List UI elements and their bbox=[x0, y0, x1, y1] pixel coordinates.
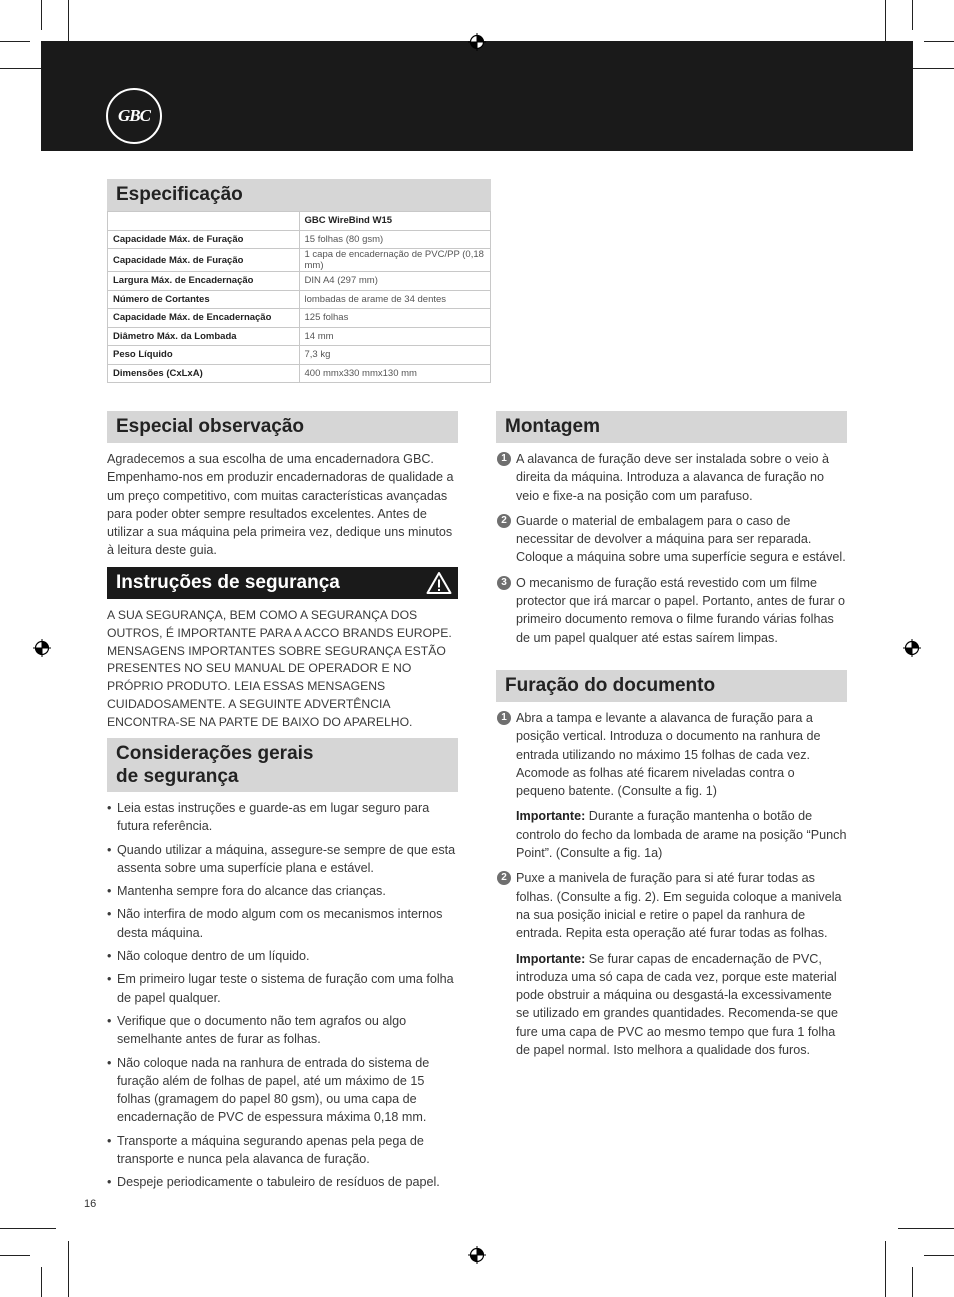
gbc-logo: GBC bbox=[106, 88, 162, 144]
table-cell-value: lombadas de arame de 34 dentes bbox=[299, 290, 491, 309]
table-row bbox=[108, 290, 491, 309]
list-item: • Quando utilizar a máquina, assegure-se sempre de que esta assenta sobre uma superfície plana e estável. bbox=[107, 841, 457, 878]
consideracoes-heading bbox=[107, 738, 458, 792]
registration-mark-icon bbox=[903, 639, 921, 657]
consideracoes-list bbox=[107, 799, 457, 1192]
importante-note bbox=[497, 807, 847, 862]
crop-mark bbox=[68, 1241, 69, 1297]
list-item: • Não coloque nada na ranhura de entrada do sistema de furação além de folhas de papel, até um máximo de 15 folhas (gramagem do papel 80 gsm), ou uma capa de encadernação de PVC de espessura máxima 0,18 mm. bbox=[107, 1054, 457, 1127]
table-cell-label: Dimensões (CxLxA) bbox=[108, 364, 300, 383]
montagem-step bbox=[497, 512, 847, 567]
montagem-step bbox=[497, 574, 847, 647]
crop-mark bbox=[41, 0, 42, 30]
step-number-badge: 1 bbox=[497, 711, 511, 725]
list-item: • Transporte a máquina segurando apenas pela pega de transporte e nunca pela alavanca de furação. bbox=[107, 1132, 457, 1169]
list-item: • Mantenha sempre fora do alcance das crianças. bbox=[107, 882, 457, 900]
crop-mark bbox=[0, 41, 30, 42]
table-row bbox=[108, 309, 491, 328]
table-cell-value: 400 mmx330 mmx130 mm bbox=[299, 364, 491, 383]
furacao-heading: Furação do documento bbox=[496, 670, 847, 702]
list-item: • Despeje periodicamente o tabuleiro de resíduos de papel. bbox=[107, 1173, 457, 1191]
table-cell-label: Capacidade Máx. de Furação bbox=[108, 230, 300, 249]
list-item: • Em primeiro lugar teste o sistema de furação com uma folha de papel qualquer. bbox=[107, 970, 457, 1007]
table-row bbox=[108, 249, 491, 272]
spec-table bbox=[107, 211, 491, 383]
seguranca-title: Instruções de segurança bbox=[116, 572, 340, 593]
table-row bbox=[108, 346, 491, 365]
table-cell-value: 1 capa de encadernação de PVC/PP (0,18 mm) bbox=[299, 249, 491, 272]
importante-text: Durante a furação mantenha o botão de controlo do fecho da lombada de arame na posição “Punch Point”. (Consulte a fig. 1a) bbox=[516, 809, 847, 861]
crop-mark bbox=[924, 41, 954, 42]
crop-mark bbox=[0, 1228, 56, 1229]
montagem-step bbox=[497, 450, 847, 505]
furacao-step bbox=[497, 869, 847, 942]
table-row bbox=[108, 230, 491, 249]
table-cell-value: DIN A4 (297 mm) bbox=[299, 272, 491, 291]
crop-mark bbox=[885, 1241, 886, 1297]
montagem-heading: Montagem bbox=[496, 411, 847, 443]
list-item: • Não interfira de modo algum com os mecanismos internos desta máquina. bbox=[107, 905, 457, 942]
crop-mark bbox=[898, 1228, 954, 1229]
table-cell-value: 125 folhas bbox=[299, 309, 491, 328]
step-number-badge: 2 bbox=[497, 871, 511, 885]
crop-mark bbox=[0, 1255, 30, 1256]
step-text: A alavanca de furação deve ser instalada sobre o veio à direita da máquina. Introduza a alavanca de furação no veio e fixe-a na posição com um parafuso. bbox=[516, 452, 829, 503]
list-item: • Leia estas instruções e guarde-as em lugar seguro para futura referência. bbox=[107, 799, 457, 836]
table-cell-label: Diâmetro Máx. da Lombada bbox=[108, 327, 300, 346]
consideracoes-list-wrap bbox=[107, 799, 457, 1197]
crop-mark bbox=[41, 1267, 42, 1297]
page-number: 16 bbox=[84, 1198, 97, 1210]
registration-mark-icon bbox=[468, 33, 486, 51]
step-number-badge: 1 bbox=[497, 452, 511, 466]
montagem-steps bbox=[497, 450, 847, 654]
list-item: • Verifique que o documento não tem agrafos ou algo semelhante antes de furar as folhas. bbox=[107, 1012, 457, 1049]
step-text: O mecanismo de furação está revestido com um filme protector que irá marcar o papel. Portanto, antes de furar o primeiro documento remova o filme furando várias folhas de um papel qualquer até estas saírem limpas. bbox=[516, 575, 846, 645]
header-band bbox=[41, 41, 913, 151]
step-number-badge: 3 bbox=[497, 576, 511, 590]
consideracoes-title-line1: Considerações gerais bbox=[116, 743, 314, 764]
spec-heading: Especificação bbox=[107, 179, 491, 211]
table-cell-value: 14 mm bbox=[299, 327, 491, 346]
furacao-step bbox=[497, 709, 847, 800]
table-row bbox=[108, 272, 491, 291]
importante-note bbox=[497, 950, 847, 1060]
observacao-text: Agradecemos a sua escolha de uma encadernadora GBC. Empenhamo-nos em produzir encadernadoras de qualidade a um preço competitivo, com muitas características avançadas para poder obter sempre resultados excelentes. Antes de utilizar a sua máquina pela primeira vez, dedique uns minutos à leitura deste guia. bbox=[107, 452, 454, 558]
table-cell-label: Peso Líquido bbox=[108, 346, 300, 365]
table-cell-value: 15 folhas (80 gsm) bbox=[299, 230, 491, 249]
registration-mark-icon bbox=[468, 1246, 486, 1264]
importante-text: Se furar capas de encadernação de PVC, introduza uma só capa de cada vez, porque este material pode obstruir a máquina ou desgastá-la excessivamente se utilizado em grandes quantidades. Recomenda-se que fure uma capa de PVC ao mesmo tempo que fura 1 folha de papel normal. Isto melhora a qualidade dos furos. bbox=[516, 951, 839, 1058]
table-cell-label: Largura Máx. de Encadernação bbox=[108, 272, 300, 291]
warning-icon bbox=[426, 571, 452, 595]
crop-mark bbox=[924, 1255, 954, 1256]
table-row bbox=[108, 364, 491, 383]
seguranca-heading bbox=[107, 567, 458, 599]
observacao-heading: Especial observação bbox=[107, 411, 458, 443]
crop-mark bbox=[912, 0, 913, 30]
table-cell-label: Número de Cortantes bbox=[108, 290, 300, 309]
table-cell-value: 7,3 kg bbox=[299, 346, 491, 365]
list-item: • Não coloque dentro de um líquido. bbox=[107, 947, 457, 965]
step-text: Guarde o material de embalagem para o caso de necessitar de devolver a máquina para ser reparada. Coloque a máquina sobre uma superfície segura e estável. bbox=[516, 513, 846, 565]
table-cell-label: Capacidade Máx. de Encadernação bbox=[108, 309, 300, 328]
consideracoes-title-line2: de segurança bbox=[116, 766, 239, 787]
importante-label: Importante: bbox=[516, 951, 586, 966]
table-row bbox=[108, 327, 491, 346]
registration-mark-icon bbox=[33, 639, 51, 657]
step-text: Puxe a manivela de furação para si até furar todas as folhas. (Consulte a fig. 2). Em seguida coloque a manivela na sua posição inicial e retire o papel da ranhura de entrada. Repita esta operação até furar todas as folhas. bbox=[516, 871, 842, 941]
step-number-badge: 2 bbox=[497, 514, 511, 528]
table-cell bbox=[108, 212, 300, 231]
furacao-steps bbox=[497, 709, 847, 1066]
table-header-model: GBC WireBind W15 bbox=[299, 212, 491, 231]
crop-mark bbox=[912, 1267, 913, 1297]
step-text: Abra a tampa e levante a alavanca de furação para a posição vertical. Introduza o documento na ranhura de entrada utilizando no máximo 15 folhas de cada vez. Acomode as folhas até ficarem niveladas contra o pequeno batente. (Consulte a fig. 1) bbox=[516, 711, 821, 799]
importante-label: Importante: bbox=[516, 809, 586, 824]
table-cell-label: Capacidade Máx. de Furação bbox=[108, 249, 300, 272]
seguranca-text: A SUA SEGURANÇA, BEM COMO A SEGURANÇA DOS OUTROS, É IMPORTANTE PARA A ACCO BRANDS EUROPE. MENSAGENS IMPORTANTES SOBRE SEGURANÇA ESTÃO PRESENTES NO SEU MANUAL DE OPERADOR E NO PRÓPRIO PRODUTO. LEIA ESSAS MENSAGENS CUIDADOSAMENTE. A SEGUINTE ADVERTÊNCIA ENCONTRA-SE NA PARTE DE BAIXO DO APARELHO. bbox=[107, 608, 452, 729]
table-row bbox=[108, 212, 491, 231]
